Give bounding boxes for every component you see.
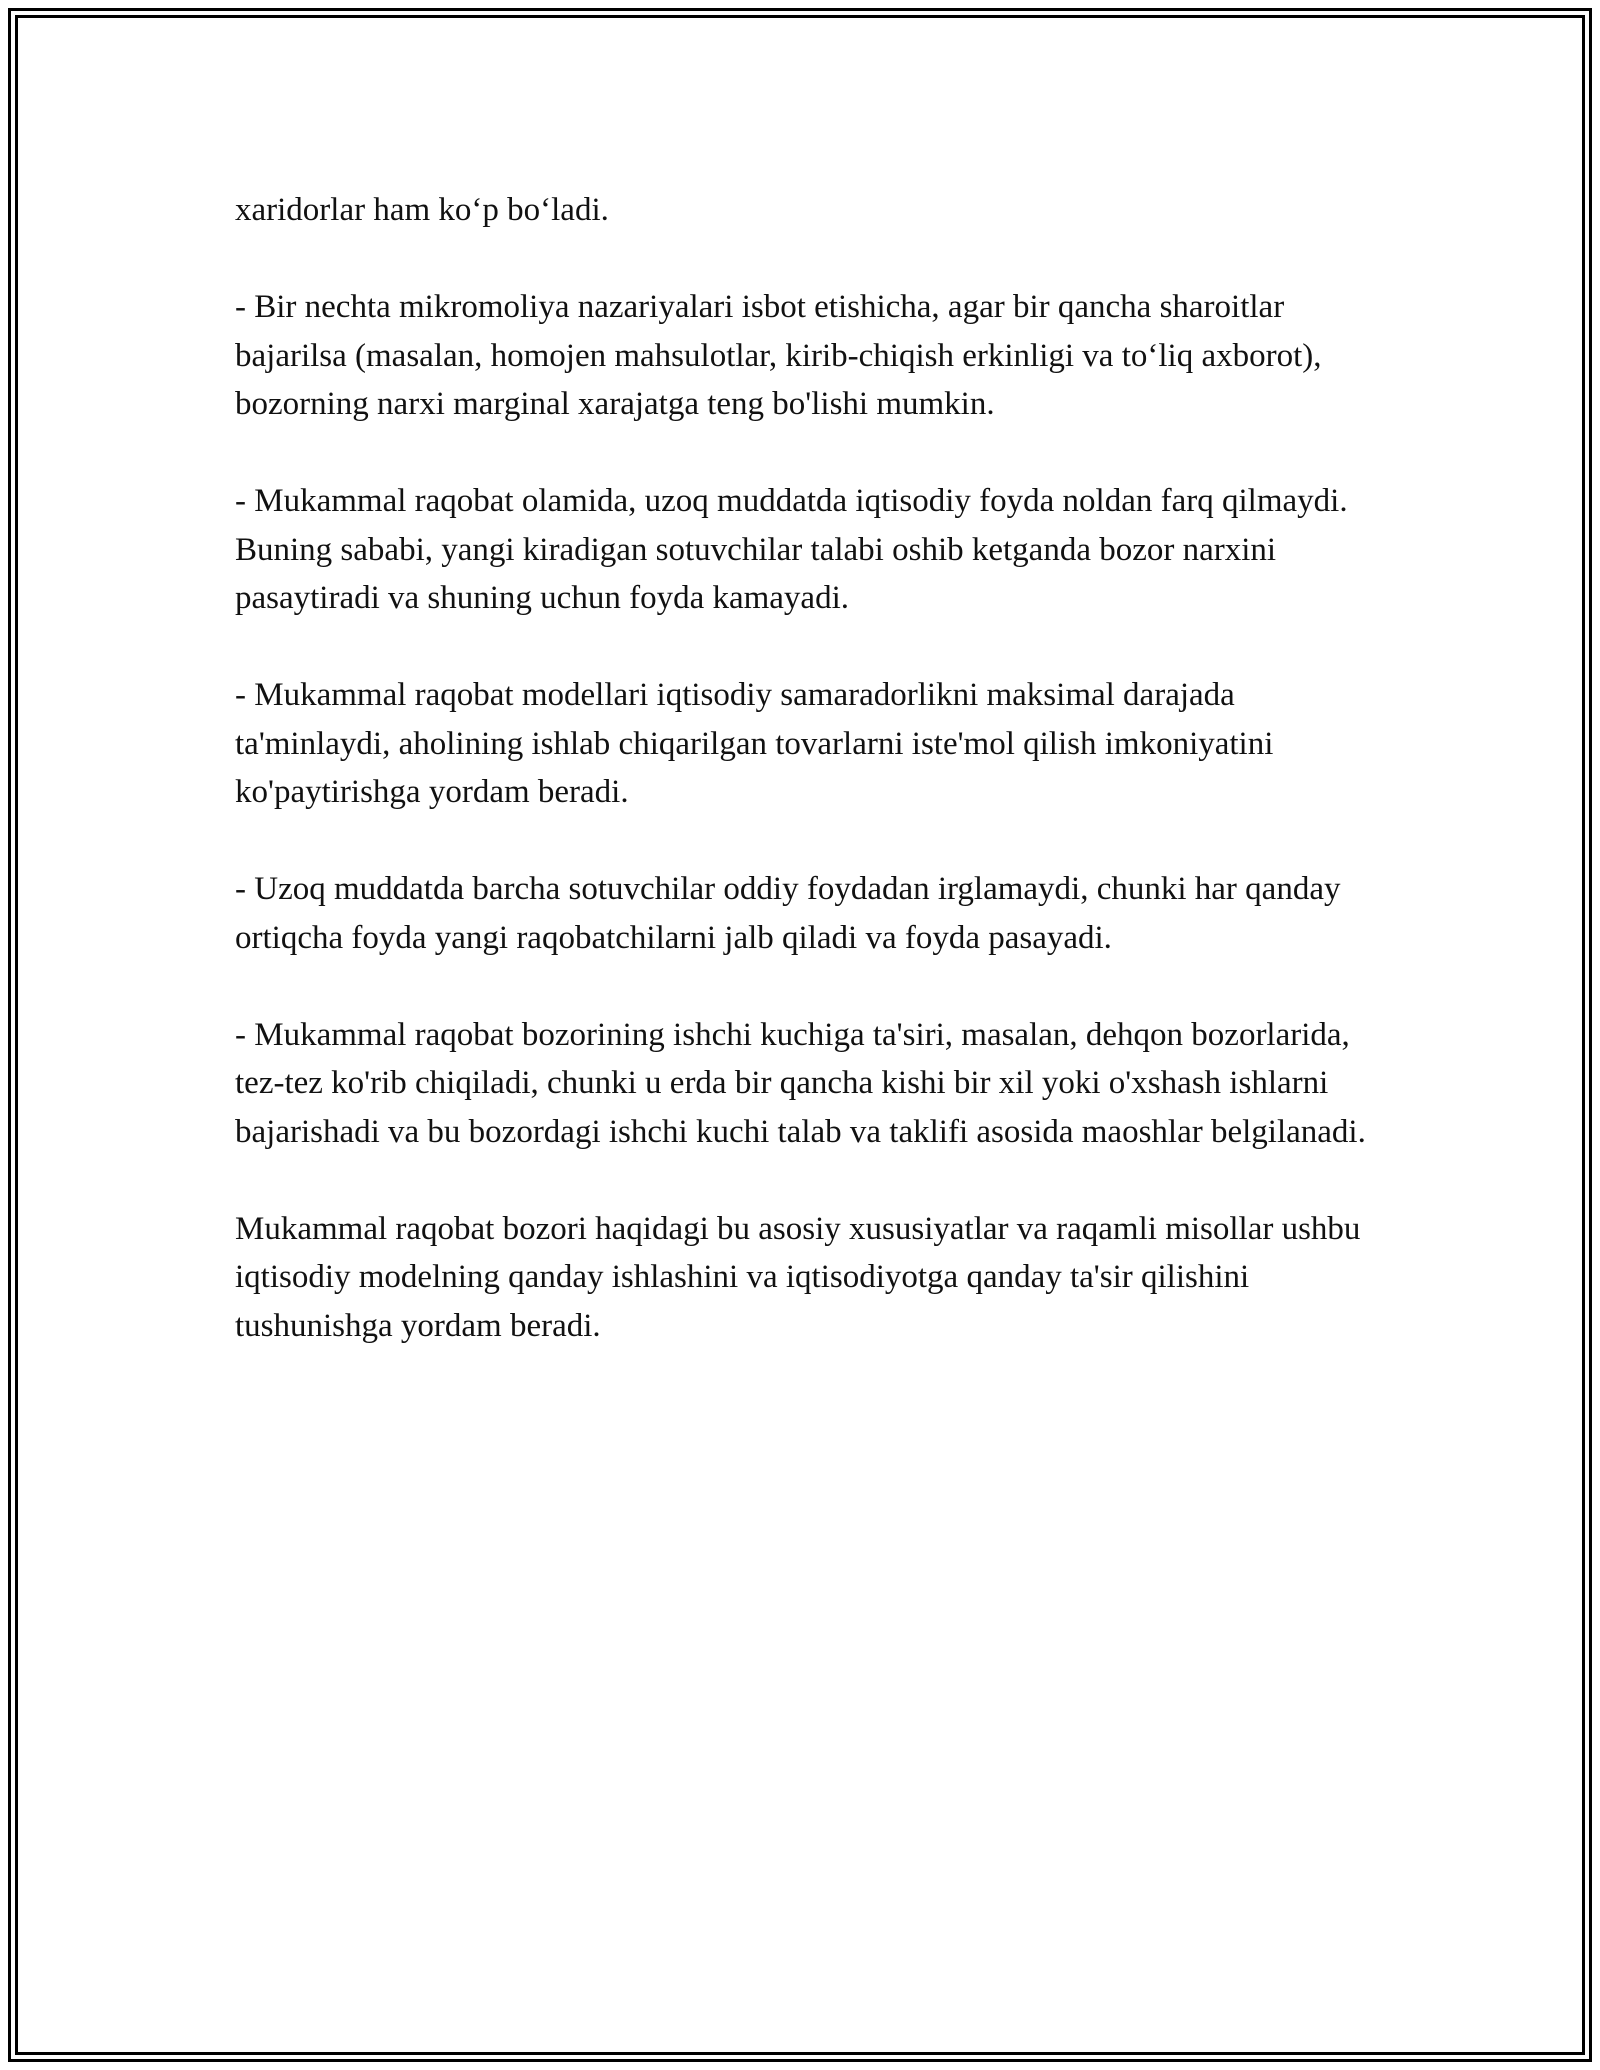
document-body [235,186,1385,1399]
paragraph-bullet-efficiency: - Mukammal raqobat modellari iqtisodiy samaradorlikni maksimal darajada ta'minlaydi, aholining ishlab chiqarilgan tovarlarni iste'mol qilish imkoniyatini ko'paytirishga yordam beradi. [235,677,1274,810]
paragraph-conclusion: Mukammal raqobat bozori haqidagi bu asosiy xususiyatlar va raqamli misollar ushbu iqtisodiy modelning qanday ishlashini va iqtisodiyotga qanday ta'sir qilishini tushunishga yordam beradi. [235,1210,1361,1344]
paragraph-bullet-zero-profit: - Mukammal raqobat olamida, uzoq muddatda iqtisodiy foyda noldan farq qilmaydi. Buning sababi, yangi kiradigan sotuvchilar talabi oshib ketganda bozor narxini pasaytiradi va shuning uchun foyda kamayadi. [235,483,1348,616]
paragraph-bullet-labor-market: - Mukammal raqobat bozorining ishchi kuchiga ta'siri, masalan, dehqon bozorlarida, tez-tez ko'rib chiqiladi, chunki u erda bir qancha kishi bir xil yoki o'xshash ishlarni bajarishadi va bu bozordagi ishchi kuchi talab va taklifi asosida maoshlar belgilanadi. [235,1016,1366,1150]
paragraph-bullet-normal-profit: - Uzoq muddatda barcha sotuvchilar oddiy foydadan irglamaydi, chunki har qanday ortiqcha foyda yangi raqobatchilarni jalb qiladi va foyda pasayadi. [235,871,1341,956]
paragraph-bullet-marginal-cost: - Bir nechta mikromoliya nazariyalari isbot etishicha, agar bir qancha sharoitlar bajarilsa (masalan, homojen mahsulotlar, kirib-chiqish erkinligi va to‘liq axborot), bozorning narxi marginal xarajatga teng bo'lishi mumkin. [235,289,1322,422]
paragraph-continuation: xaridorlar ham ko‘p bo‘ladi. [235,192,609,228]
